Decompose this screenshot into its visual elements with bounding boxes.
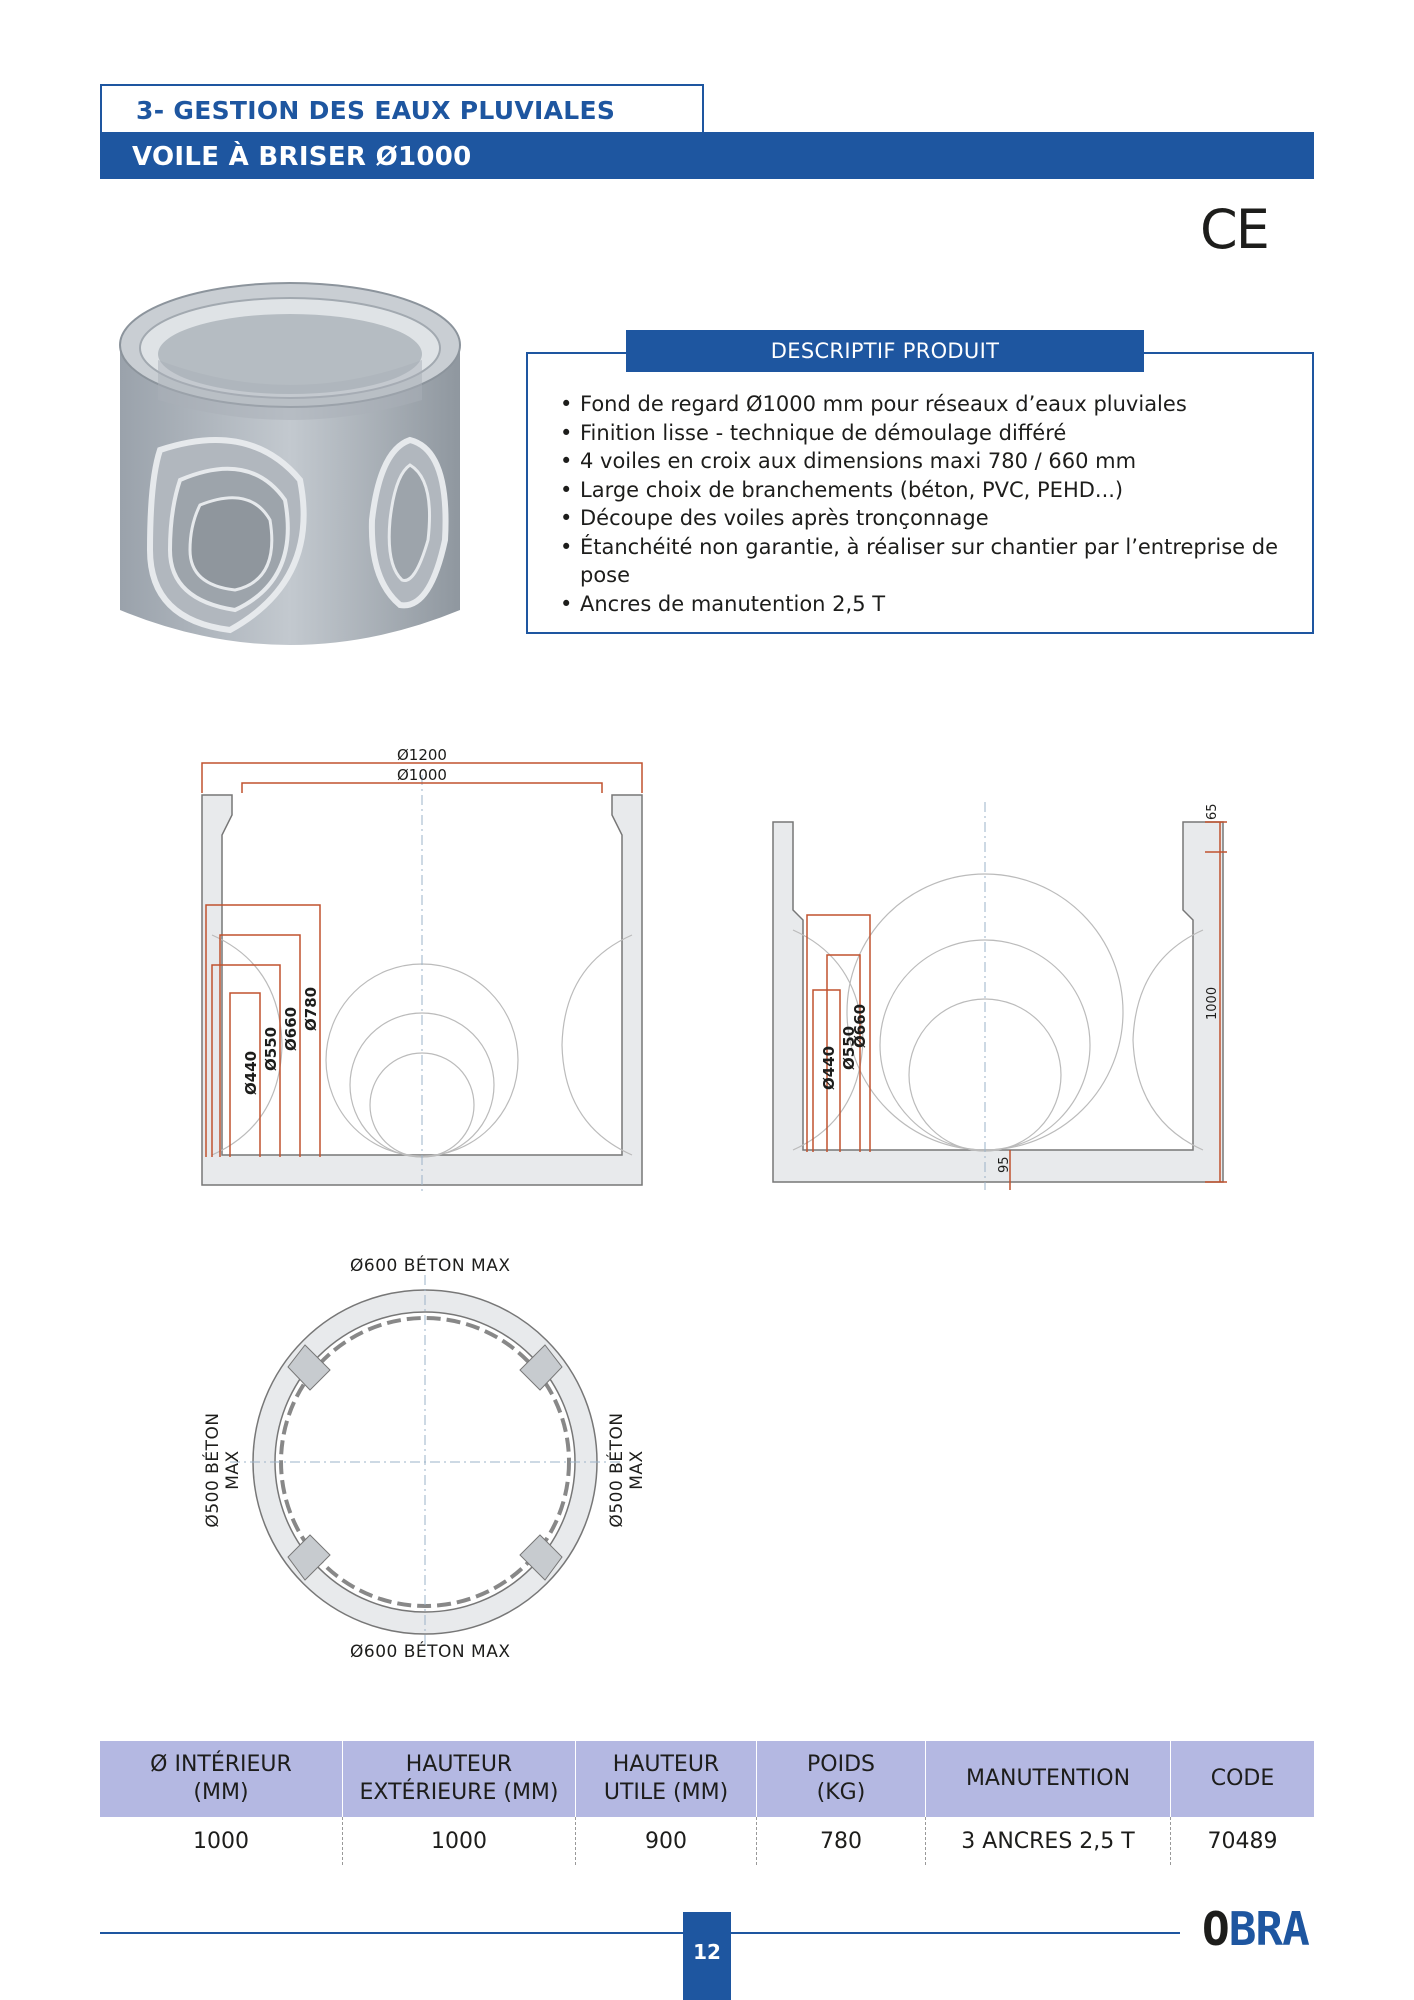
section-drawing-side <box>765 790 1235 1195</box>
description-item: • Fond de regard Ø1000 mm pour réseaux d’eaux pluviales <box>560 390 1295 419</box>
description-item: • Large choix de branchements (béton, PVC, PEHD...) <box>560 476 1295 505</box>
cell-inner-diameter: 1000 <box>100 1817 343 1865</box>
dim-voile-440: Ø440 <box>242 1050 260 1095</box>
dim-inner-diameter: Ø1000 <box>397 766 447 784</box>
cell-useful-height: 900 <box>576 1817 757 1865</box>
plan-right-label: Ø500 BÉTON MAX <box>607 1412 647 1528</box>
dim-voile-550: Ø550 <box>262 1026 280 1071</box>
plan-bottom-label: Ø600 BÉTON MAX <box>350 1642 511 1662</box>
dim-voile-550-side: Ø550 <box>840 1025 858 1070</box>
page-number: 12 <box>683 1912 731 2000</box>
description-item: • Étanchéité non garantie, à réaliser sur chantier par l’entreprise de pose <box>560 533 1295 590</box>
col-code: CODE <box>1171 1741 1315 1817</box>
dim-voile-660-side: Ø660 <box>851 1003 869 1048</box>
description-item: • Finition lisse - technique de démoulage différé <box>560 419 1295 448</box>
cell-handling: 3 ANCRES 2,5 T <box>926 1817 1171 1865</box>
brand-logo: OBRA <box>1202 1902 1309 1956</box>
section-title: 3- GESTION DES EAUX PLUVIALES <box>100 84 704 132</box>
product-illustration <box>110 250 470 680</box>
col-useful-height: HAUTEUR UTILE (MM) <box>576 1741 757 1817</box>
spec-table <box>100 1741 1314 1865</box>
table-header-row <box>100 1741 1314 1817</box>
dim-bottom: 95 <box>997 1156 1012 1173</box>
cell-code: 70489 <box>1207 1828 1278 1854</box>
description-item: • 4 voiles en croix aux dimensions maxi 780 / 660 mm <box>560 447 1295 476</box>
cell-outer-height: 1000 <box>343 1817 576 1865</box>
plan-top-label: Ø600 BÉTON MAX <box>350 1256 511 1276</box>
ce-mark: CE <box>1200 198 1268 261</box>
section-drawing-front <box>190 735 655 1195</box>
col-outer-height: HAUTEUR EXTÉRIEURE (MM) <box>343 1741 576 1817</box>
footer-rule <box>100 1932 1180 1934</box>
col-inner-diameter: Ø INTÉRIEUR (MM) <box>100 1741 343 1817</box>
description-item: • Découpe des voiles après tronçonnage <box>560 504 1295 533</box>
dim-voile-660: Ø660 <box>282 1006 300 1051</box>
dim-height: 1000 <box>1205 986 1220 1020</box>
dim-outer-diameter: Ø1200 <box>397 746 447 764</box>
dim-top: 65 <box>1205 803 1220 820</box>
table-row <box>100 1817 1314 1865</box>
dim-voile-780: Ø780 <box>302 986 320 1031</box>
dim-voile-440-side: Ø440 <box>820 1045 838 1090</box>
col-weight: POIDS (KG) <box>757 1741 926 1817</box>
cell-weight: 780 <box>757 1817 926 1865</box>
description-item: • Ancres de manutention 2,5 T <box>560 590 1295 619</box>
plan-left-label: Ø500 BÉTON MAX <box>203 1412 243 1528</box>
description-heading: DESCRIPTIF PRODUIT <box>626 330 1144 372</box>
description-list <box>560 390 1295 618</box>
concrete-cylinder <box>120 283 460 645</box>
product-title: VOILE À BRISER Ø1000 <box>100 132 1314 179</box>
col-handling: MANUTENTION <box>926 1741 1171 1817</box>
plan-view-drawing <box>210 1255 650 1675</box>
